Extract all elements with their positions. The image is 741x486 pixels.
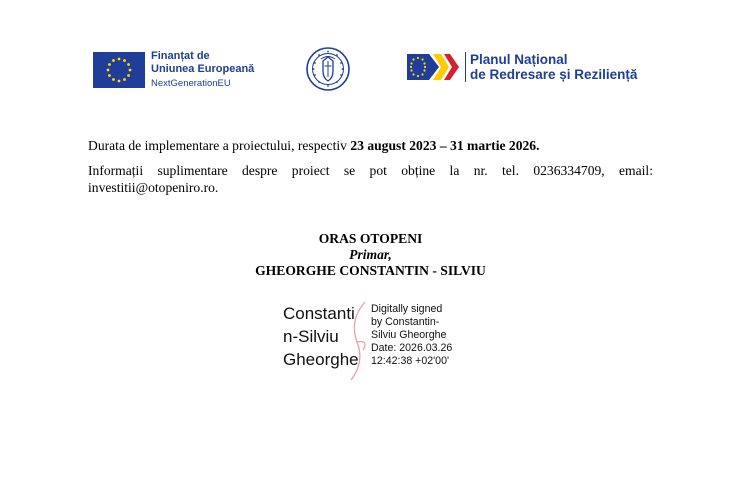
pnrr-logo [407, 52, 637, 82]
eu-star-icon [123, 78, 126, 81]
eu-star-icon [112, 78, 115, 81]
eu-funding-logo [93, 50, 254, 90]
eu-flag-icon [93, 52, 145, 88]
eu-star-icon [118, 80, 121, 83]
eu-star-icon [127, 63, 130, 66]
signatory-role: Primar, [349, 247, 392, 262]
eu-star-icon [123, 59, 126, 62]
pnrr-logo-line2: de Redresare și Reziliență [470, 67, 638, 82]
digital-signature-name [283, 302, 359, 371]
digital-signature-info-line: 12:42:38 +02'00' [371, 355, 449, 367]
digital-signature [283, 302, 483, 382]
eu-logo-line3: NextGenerationEU [151, 78, 231, 89]
digital-signature-info [371, 303, 452, 368]
eu-star-icon [118, 58, 121, 61]
digital-signature-info-line: Digitally signed [371, 303, 443, 315]
signatory-block [88, 231, 653, 279]
digital-signature-info-line: Silviu Gheorghe [371, 329, 447, 341]
eu-star-icon [129, 69, 132, 72]
implementation-period-text: Durata de implementare a proiectului, respectiv [88, 138, 351, 153]
implementation-period-dates: 23 august 2023 – 31 martie 2026. [350, 138, 540, 153]
implementation-period-paragraph [88, 137, 653, 154]
eu-star-icon [108, 74, 111, 77]
eu-star-icon [108, 63, 111, 66]
eu-logo-text [151, 50, 254, 90]
romanian-government-seal-icon [306, 47, 350, 91]
digital-signature-info-line: by Constantin- [371, 316, 440, 328]
eu-logo-line1: Finanțat de [151, 50, 210, 62]
pnrr-logo-text [465, 52, 637, 82]
signatory-name: GHEORGHE CONSTANTIN - SILVIU [255, 263, 486, 278]
eu-star-icon [107, 69, 110, 72]
signatory-org: ORAS OTOPENI [318, 231, 423, 246]
pnrr-logo-line1: Planul Național [470, 52, 568, 67]
pnrr-arrow-icon [407, 52, 461, 82]
digital-signature-info-line: Date: 2026.03.26 [371, 342, 453, 354]
digital-signature-name-line: Gheorghe [283, 350, 359, 369]
digital-signature-name-line: n-Silviu [283, 327, 339, 346]
digital-signature-name-line: Constanti [283, 304, 355, 323]
eu-logo-line2: Uniunea Europeană [151, 63, 255, 75]
eu-star-icon [127, 74, 130, 77]
contact-info-paragraph: Informații suplimentare despre proiect se pot obține la nr. tel. 0236334709, email: investitii@otopeniro.ro. [88, 163, 653, 195]
eu-star-icon [112, 59, 115, 62]
